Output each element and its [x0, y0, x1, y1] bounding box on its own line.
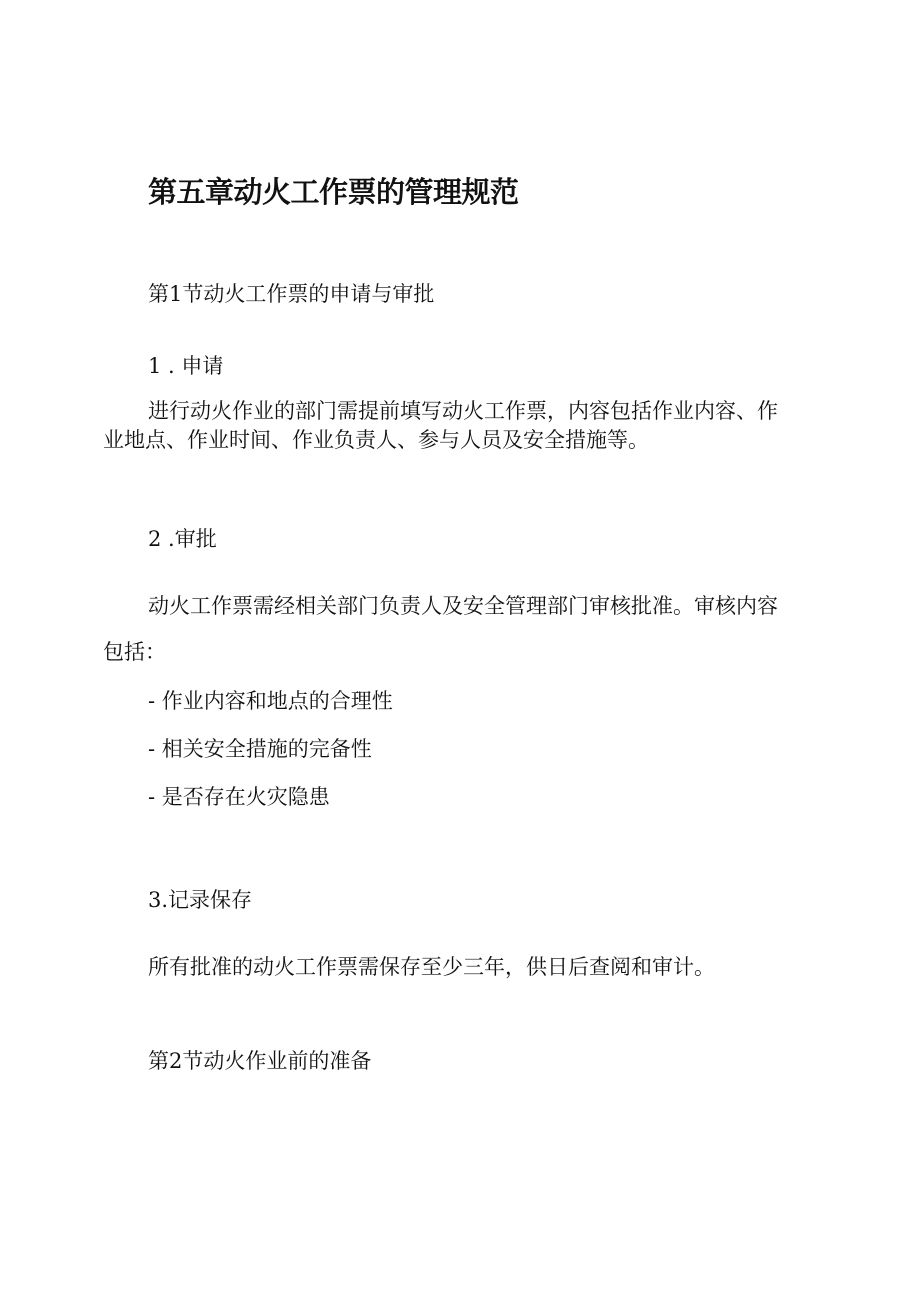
bullet-item: - 相关安全措施的完备性: [148, 737, 372, 761]
item-2-paragraph-line-2: 包括：: [103, 640, 166, 664]
section-1-title: 第1节动火工作票的申请与审批: [148, 282, 435, 306]
item-3-heading: 3.记录保存: [148, 888, 253, 912]
item-2-paragraph-line-1: 动火工作票需经相关部门负责人及安全管理部门审核批准。审核内容: [148, 594, 778, 618]
item-3-paragraph: 所有批准的动火工作票需保存至少三年，供日后查阅和审计。: [148, 955, 715, 979]
bullet-item: - 作业内容和地点的合理性: [148, 689, 393, 713]
bullet-item: - 是否存在火灾隐患: [148, 785, 330, 809]
item-1-heading: 1 . 申请: [148, 354, 224, 378]
chapter-title: 第五章动火工作票的管理规范: [148, 175, 519, 209]
item-1-paragraph-line-2: 业地点、作业时间、作业负责人、参与人员及安全措施等。: [103, 428, 649, 452]
item-2-heading: 2 .审批: [148, 527, 217, 551]
item-1-paragraph-line-1: 进行动火作业的部门需提前填写动火工作票，内容包括作业内容、作: [148, 399, 778, 423]
section-2-title: 第2节动火作业前的准备: [148, 1049, 372, 1073]
